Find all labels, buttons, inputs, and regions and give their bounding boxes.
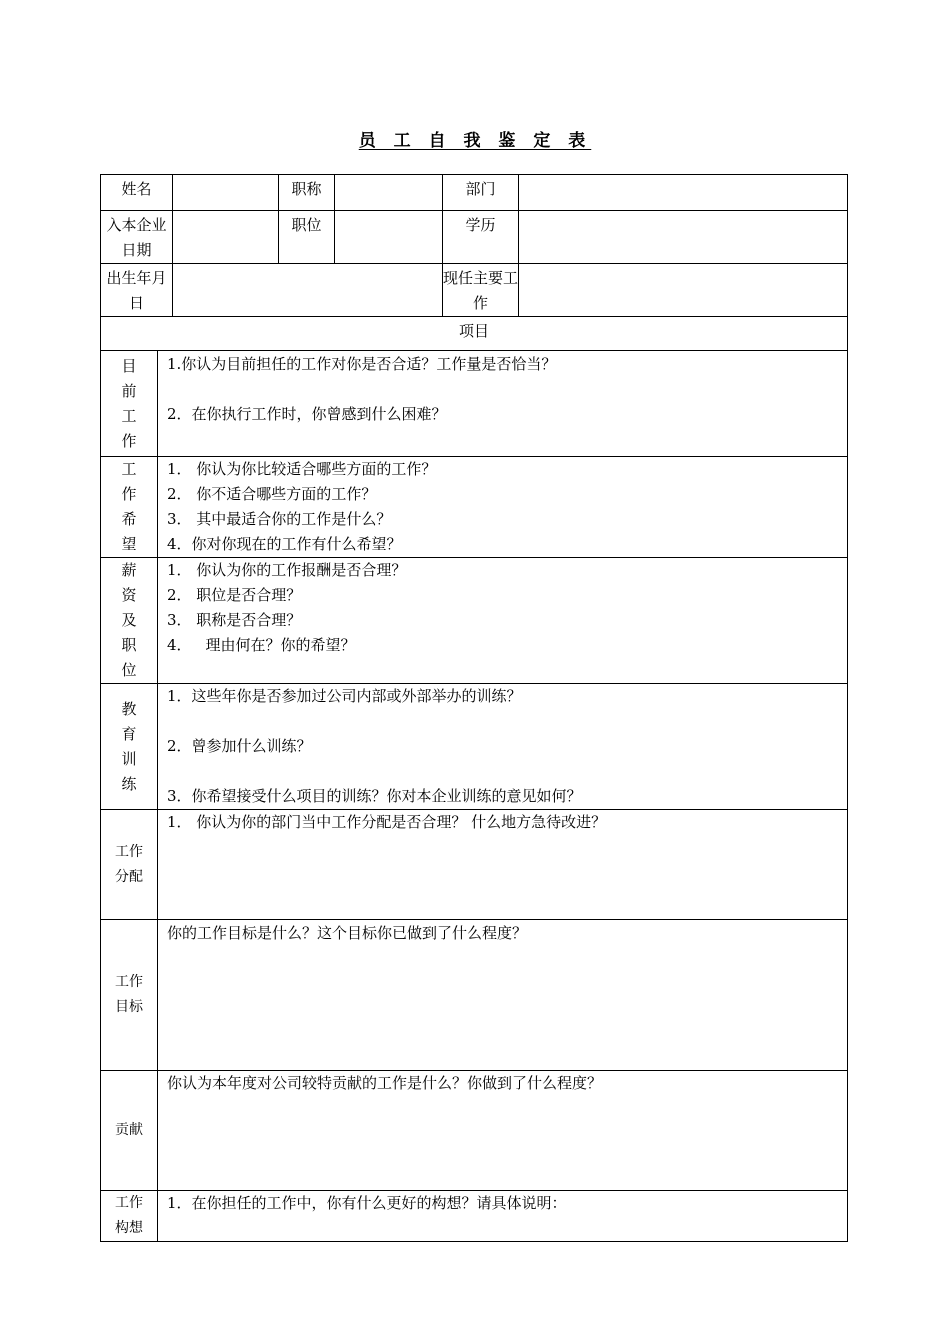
section-current-work [101, 351, 848, 457]
idea-q1: 1．在你担任的工作中，你有什么更好的构想？请具体说明： [167, 1194, 567, 1212]
contribution-questions[interactable] [158, 1071, 848, 1191]
work-hope-q1: 1． 你认为你比较适合哪些方面的工作？ [167, 460, 437, 478]
goal-questions[interactable] [158, 920, 848, 1071]
section-label-salary: 薪资及职位 [101, 558, 158, 684]
salary-q3: 3． 职称是否合理？ [167, 611, 302, 629]
salary-q4-number: 4． [167, 636, 192, 654]
section-goal [101, 920, 848, 1071]
section-work-hope [101, 457, 848, 558]
section-label-training: 教育训练 [101, 684, 158, 810]
birth-label: 出生年月日 [101, 264, 173, 317]
position-label: 职位 [279, 211, 335, 264]
name-field[interactable] [173, 175, 279, 211]
current-work-q2: 2．在你执行工作时，你曾感到什么困难？ [167, 405, 447, 423]
items-header: 项目 [101, 317, 848, 351]
education-label: 学历 [443, 211, 519, 264]
section-idea [101, 1191, 848, 1242]
education-field[interactable] [519, 211, 848, 264]
join-date-label: 入本企业日期 [101, 211, 173, 264]
salary-q1: 1． 你认为你的工作报酬是否合理？ [167, 561, 407, 579]
salary-q4 [167, 633, 847, 658]
work-hope-q3: 3． 其中最适合你的工作是什么？ [167, 510, 392, 528]
join-date-field[interactable] [173, 211, 279, 264]
current-work-questions[interactable] [158, 351, 848, 457]
main-work-field[interactable] [519, 264, 848, 317]
contribution-q1: 你认为本年度对公司较特贡献的工作是什么？你做到了什么程度？ [167, 1074, 603, 1092]
section-salary [101, 558, 848, 684]
training-q1: 1．这些年你是否参加过公司内部或外部举办的训练？ [167, 687, 522, 705]
name-label: 姓名 [101, 175, 173, 211]
training-q3: 3．你希望接受什么项目的训练？你对本企业训练的意见如何？ [167, 787, 582, 805]
title-field[interactable] [335, 175, 443, 211]
goal-q1: 你的工作目标是什么？这个目标你已做到了什么程度？ [167, 924, 528, 942]
page-title: 员 工 自 我 鉴 定 表 [358, 131, 592, 151]
section-contribution [101, 1071, 848, 1191]
section-label-work-hope: 工作希望 [101, 457, 158, 558]
salary-q4-text: 理由何在？你的希望？ [205, 636, 356, 654]
section-label-goal: 工作目标 [101, 920, 158, 1071]
birth-field[interactable] [173, 264, 443, 317]
salary-q2: 2． 职位是否合理？ [167, 586, 302, 604]
section-label-distribution: 工作分配 [101, 810, 158, 920]
row-birth [101, 264, 848, 317]
training-q2: 2．曾参加什么训练？ [167, 737, 312, 755]
section-distribution [101, 810, 848, 920]
dept-field[interactable] [519, 175, 848, 211]
section-label-idea: 工作构想 [101, 1191, 158, 1242]
training-questions[interactable] [158, 684, 848, 810]
current-work-q1: 1.你认为目前担任的工作对你是否合适？工作量是否恰当？ [167, 355, 557, 373]
work-hope-q2: 2． 你不适合哪些方面的工作？ [167, 485, 377, 503]
main-work-label: 现任主要工作 [443, 264, 519, 317]
section-label-current-work: 目前工作 [101, 351, 158, 457]
position-field[interactable] [335, 211, 443, 264]
work-hope-q4: 4．你对你现在的工作有什么希望？ [167, 535, 402, 553]
row-name [101, 175, 848, 211]
idea-questions[interactable] [158, 1191, 848, 1242]
work-hope-questions[interactable] [158, 457, 848, 558]
salary-questions[interactable] [158, 558, 848, 684]
section-label-contribution: 贡献 [101, 1071, 158, 1191]
dept-label: 部门 [443, 175, 519, 211]
self-assessment-form [100, 174, 848, 1242]
row-join-date [101, 211, 848, 264]
title-label: 职称 [279, 175, 335, 211]
distribution-q1: 1． 你认为你的部门当中工作分配是否合理？ 什么地方急待改进？ [167, 813, 607, 831]
section-training [101, 684, 848, 810]
distribution-questions[interactable] [158, 810, 848, 920]
row-items-header [101, 317, 848, 351]
